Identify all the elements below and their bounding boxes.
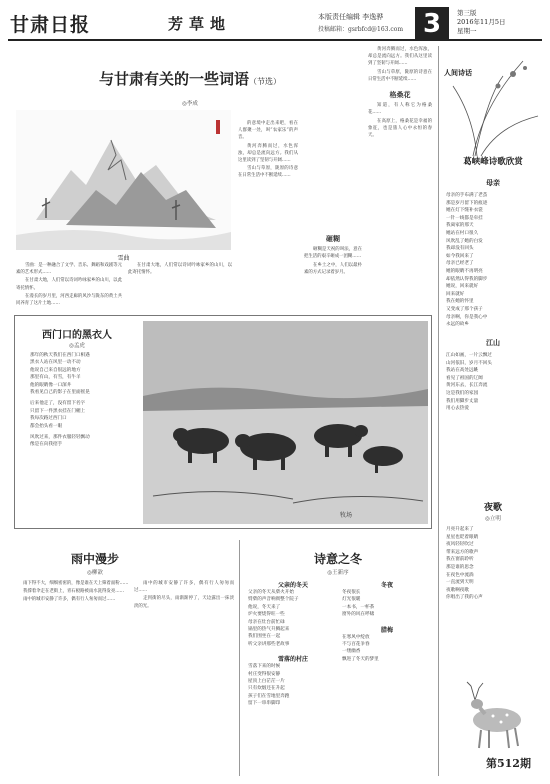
poem-line: 我在窗前聆听 [446, 557, 474, 563]
poem-section-subtitle: 腊梅 [380, 626, 393, 634]
main-title-text: 与甘肃有关的一些词语 [98, 70, 249, 88]
poem-line: 他的眼睛像一口深井 [30, 382, 72, 388]
poem-line: 风吹乱了她的白发 [446, 238, 483, 244]
main-article-title [20, 68, 360, 89]
paragraph: 在甘肃大地，人们常以诗词吟咏家乡的山川，以此寄托情怀。 [128, 263, 232, 276]
sidebar-poem-title: 母亲 [486, 178, 500, 187]
poem-line: 风吹过来，那件衣服轻轻飘动 [30, 435, 90, 441]
poem-line: 那年的秋天我们在西门口相遇 [30, 353, 90, 358]
poem-line: 不与百花争春 [342, 642, 370, 648]
column-divider [239, 540, 240, 776]
paragraph: 在乡土之中，人们以最朴素的方式记录着岁月。 [304, 262, 362, 275]
essay-rain-column-1 [14, 580, 129, 776]
sidebar-header-label: 人间诗话 [444, 68, 472, 77]
poem-line: 我站在高处远眺 [446, 368, 479, 374]
sidebar-poem-body [446, 352, 542, 413]
poem-line: 我离家的那天 [446, 223, 474, 229]
paragraph: 雨中的城市安静了许多，偶有行人匆匆而过…… [23, 597, 116, 603]
article-column-2 [128, 262, 232, 307]
poem-line: 都会抬头看一眼 [30, 423, 63, 429]
paragraph: 在甘肃大地，人们常以诗词吟咏家乡的山川，以此寄托情怀。 [16, 278, 122, 291]
sidebar-poem-body [446, 192, 542, 329]
poem-line: 夜风轻轻吹过 [446, 542, 474, 548]
paragraph: 知道，有人称它为格桑花…… [368, 103, 432, 116]
painting-signature: 牧场 [340, 512, 353, 519]
poem-line: 灯光很暖 [342, 597, 361, 603]
poem-line: 她在灯下缝补衣裳 [446, 208, 483, 214]
poem-line: 母亲啊，你是我心中 [446, 314, 488, 320]
essay-rain-author: ◎柳歆 [87, 570, 103, 576]
weekday-label: 星期一 [457, 27, 477, 35]
poem-winter-title: 诗意之冬 [313, 552, 362, 566]
date-block [457, 9, 505, 36]
poem-line: 回来就好 [446, 291, 465, 297]
submission-email: 投稿邮箱：gsrbfcd@163.com [318, 26, 404, 33]
poem-winter-author: ◎王新序 [327, 570, 349, 576]
poem-line: 听父亲讲那些老故事 [248, 641, 290, 647]
paragraph: 雪山与草原，陇原的诗意在日常生活中不断延续…… [238, 166, 298, 179]
paragraph: 的意境中走出来吧，看在人群聚一处，叫“农家乐”的声音。 [238, 121, 298, 141]
yak-painting-image [143, 321, 428, 524]
orchid-illustration [443, 46, 543, 158]
issue-number-label: 第512期 [486, 757, 531, 770]
poem-line: 我们围坐在一起 [248, 634, 281, 640]
poem-line: 母亲在灶台前忙碌 [248, 619, 285, 625]
poem-line: 劈柴的声音响彻整个院子 [248, 597, 299, 603]
masthead-rule [8, 39, 542, 41]
poem-line: 那是谁的思念 [446, 564, 474, 570]
poem-line: 那是岁月留下的痕迹 [446, 200, 488, 206]
poem-line: 我在她的怀里 [446, 299, 474, 305]
article-column-1 [16, 262, 122, 307]
poem-line: 这是我们的家园 [446, 390, 479, 396]
poem-line: 冬夜很长 [342, 590, 361, 595]
poem-line: 如今我回来了 [446, 253, 474, 259]
poem-line: 屋顶上白茫茫一片 [248, 679, 285, 685]
poem-line: 父亲的冬天从柴火开始 [248, 590, 294, 595]
poem-line: 却依然认得我的脚步 [446, 276, 488, 282]
newspaper-logo: 甘肃日报 [10, 14, 91, 36]
poem-line: 只有炊烟还在升起 [248, 686, 285, 692]
poem-line: 永远的故乡 [446, 322, 469, 328]
poem-line: 飘进了冬天的梦里 [342, 656, 379, 662]
poem-line: 看见了祖国的辽阔 [446, 375, 483, 381]
poem-line: 窗外的风在呼啸 [342, 612, 375, 618]
edition-label: 第三版 [457, 9, 477, 17]
article-column-5 [368, 46, 432, 306]
poem-line: 留下一串串脚印 [248, 701, 281, 707]
poem-line: 一直流到天明 [446, 580, 474, 586]
poem-line: 母亲已经老了 [446, 261, 474, 267]
main-article-author: ◎李成 [182, 101, 198, 107]
poem-line: 我们用脚步丈量 [446, 398, 479, 404]
sidebar-poem-body [446, 526, 542, 602]
editor-credit: 本版责任编辑 李逸骅 [318, 13, 384, 21]
poem-line: 他说自己来自很远的地方 [30, 367, 81, 373]
poem-winter-column-1 [248, 580, 338, 708]
poem-line: 黑衣人站在风里一动不动 [30, 360, 81, 366]
poem-line: 用心去热爱 [446, 406, 469, 412]
paragraph: 雨下得不大，细细密密的，像是谁在天上筛着面粉…… [23, 581, 129, 586]
poem-line: 那里有山，有雪，有牛羊 [30, 375, 81, 381]
poem-line: 又变成了那个孩子 [446, 306, 483, 312]
inset-poem-author: ◎孟虎 [69, 343, 85, 349]
poem-line: 黄河东去，长江奔流 [446, 383, 488, 389]
poem-line: 我每次路过西门口 [30, 416, 67, 422]
sidebar-poem-title: 夜歌 [483, 503, 502, 513]
poem-line: 我看见自己的影子在里面摇晃 [30, 390, 90, 396]
poem-line: 月亮升起来了 [446, 527, 474, 532]
poem-section-subtitle: 雪落的村庄 [277, 656, 308, 664]
column-heading-zahu: 砸糊 [326, 234, 340, 243]
poem-line: 母亲的手布满了老茧 [446, 193, 488, 198]
poem-line: 后来他走了，没有留下名字 [30, 401, 86, 407]
poem-line: 她的眼睛不再明亮 [446, 268, 483, 274]
poem-line: 一本书，一杯茶 [342, 604, 375, 610]
paragraph: 砸糊是天祝的叫法，意在把生活的艰辛砸成一团糊…… [304, 247, 362, 260]
deer-illustration [445, 680, 541, 755]
poem-line: 锅里的热气升腾起来 [248, 627, 290, 633]
paragraph: 雪曲：是一种融合了文学、音乐、舞蹈和戏剧等元素的艺术形式…… [16, 263, 122, 276]
paragraph: 我撑着伞走在老街上，青石板路被雨水洗得发亮…… [23, 589, 124, 595]
poem-line: 像是在向我招手 [30, 442, 63, 448]
poem-line: 她说，回来就好 [446, 284, 479, 290]
poem-line: 带来远方的歌声 [446, 549, 479, 555]
sidebar-poem-title: 江山 [486, 338, 500, 347]
poem-line: 星星也眨着眼睛 [446, 534, 479, 540]
poem-line: 一针一线都是牵挂 [446, 215, 483, 221]
date-label: 2016年11月5日 [457, 18, 506, 26]
poem-line: 雪落下来的时候 [248, 664, 281, 670]
ink-landscape-image [16, 110, 231, 250]
poem-line: 你唱出了我的心声 [446, 595, 483, 601]
poem-line: 夜歌啊夜歌 [446, 587, 469, 593]
paragraph: 走到街的尽头，雨渐渐停了，天边露出一抹淡淡的光。 [134, 596, 234, 609]
page-number: 3 [415, 7, 449, 41]
sidebar-column-title: 葛峡峰诗歌欣赏 [463, 157, 523, 167]
poem-line: 炉火要烧得旺一些 [248, 612, 285, 618]
poem-line: 山河依旧，岁月不回头 [446, 360, 492, 366]
poem-line: 只留下一件黑衣挂在门楣上 [30, 408, 86, 414]
paragraph: 黄河奔腾而过，水色浑浊，却总是流向远方。我们从这里读到了坚韧与开阔…… [238, 143, 298, 164]
poem-line: 在寒风中绽放 [342, 634, 370, 640]
essay-rain-title: 雨中漫步 [70, 552, 119, 566]
poem-line: 江山如画，一片云飘过 [446, 353, 492, 358]
poem-winter-column-2 [342, 580, 432, 663]
poem-section-subtitle: 父亲的冬天 [277, 582, 308, 589]
paragraph: 雪山与草原，陇原的诗意在日常生活中不断延续…… [368, 69, 432, 82]
paragraph: 黄河奔腾而过，水色浑浊，却总是流向远方。我们从这里读到了坚韧与开阔…… [368, 47, 432, 67]
sidebar-poem-author: ◎立明 [485, 516, 501, 522]
poem-line: 村庄变得很安静 [248, 671, 281, 677]
poem-section-subtitle: 冬夜 [380, 582, 393, 589]
poem-line: 孩子们在雪地里奔跑 [248, 693, 290, 699]
inset-poem-title: 西门口的黑衣人 [42, 330, 112, 341]
inset-poem-body [30, 352, 140, 449]
image-caption: 雪曲 [117, 255, 130, 262]
paragraph: 在高原上，格桑花是幸福的象征，也是旅人心中永恒的春天。 [368, 118, 432, 139]
paragraph: 在漫长的岁月里，河西走廊的风沙与陇东的黄土共同养育了这片土地…… [16, 293, 122, 307]
poem-line: 我却没有回头 [446, 246, 474, 252]
section-title: 芳草地 [168, 15, 232, 33]
column-heading-gesanghua: 格桑花 [389, 90, 411, 100]
article-column-3 [238, 120, 298, 305]
sidebar-divider [438, 46, 439, 776]
main-title-note: （节选） [249, 77, 281, 86]
poem-line: 她站在村口很久 [446, 230, 479, 236]
poem-line: 他说，冬天来了 [248, 604, 281, 610]
essay-rain-column-2 [134, 580, 234, 776]
poem-line: 一缕幽香 [342, 649, 361, 655]
paragraph: 雨中的城市安静了许多，偶有行人匆匆而过…… [134, 581, 234, 594]
article-column-4 [304, 120, 362, 305]
poem-line: 在夜色中流淌 [446, 572, 474, 578]
